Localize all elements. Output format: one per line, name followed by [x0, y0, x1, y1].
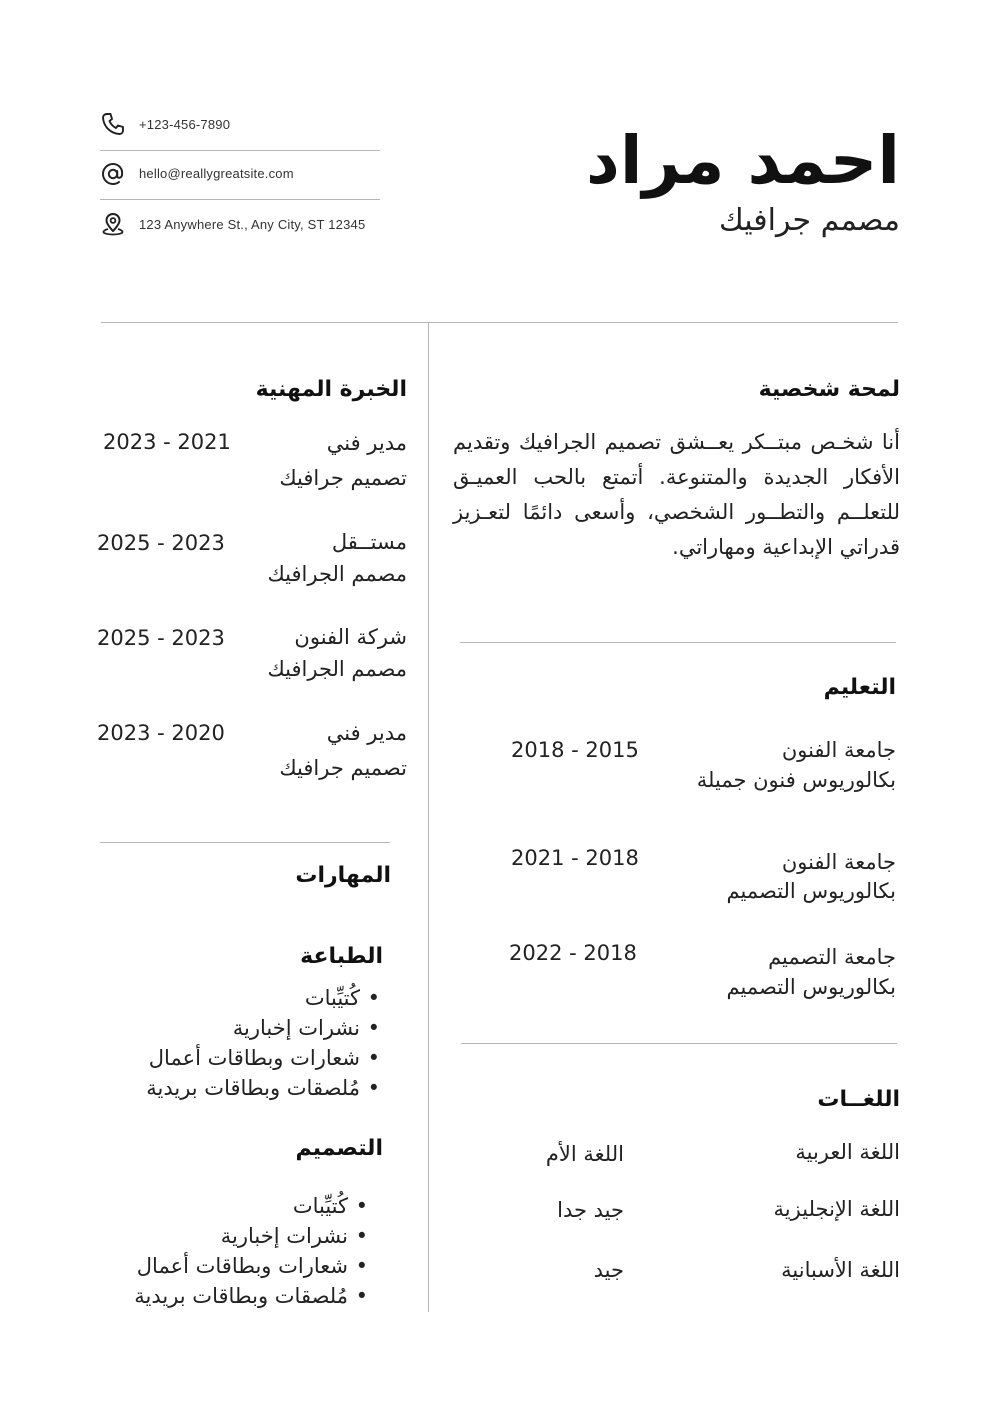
skill-item: • كُتيِّبات [134, 1191, 368, 1221]
experience-years: 2023 - 2020 [97, 721, 225, 745]
address-text: 123 Anywhere St., Any City, ST 12345 [139, 217, 366, 232]
section-divider [461, 1043, 897, 1044]
experience-years: 2025 - 2023 [97, 531, 225, 555]
education-degree: بكالوريوس فنون جميلة [696, 768, 896, 792]
experience-field: مصمم الجرافيك [267, 562, 407, 586]
profile-text: أنا شخـص مبتــكر يعــشق تصميم الجرافيك وتقديم الأفكار الجديدة والمتنوعة. أتمتع بالحب العميـق للتعلــم والتطــور الشخصي، وأسعى دائمًا لتعـزيز قدراتي الإبداعية ومهاراتي. [453, 430, 900, 559]
email-icon [100, 161, 126, 187]
candidate-name: احمد مراد [586, 122, 900, 199]
education-institution: جامعة الفنون [781, 850, 896, 874]
header-divider [101, 322, 898, 323]
education-institution: جامعة الفنون [781, 738, 896, 762]
experience-role: مدير فني [326, 721, 407, 745]
skill-item: • كُتيِّبات [146, 983, 380, 1013]
skills-heading: المهارات [295, 863, 391, 888]
skill-item: • شعارات وبطاقات أعمال [134, 1251, 368, 1281]
languages-heading: اللغــات [817, 1087, 900, 1112]
education-years: 2021 - 2018 [511, 846, 639, 870]
experience-field: تصميم جرافيك [279, 466, 407, 490]
experience-role: مستــقل [331, 530, 407, 554]
education-years: 2022 - 2018 [509, 941, 637, 965]
skills-group-title: الطباعة [300, 944, 383, 969]
location-icon [100, 211, 126, 237]
skill-item: • شعارات وبطاقات أعمال [146, 1043, 380, 1073]
language-level: جيد جدا [557, 1198, 624, 1222]
phone-text[interactable]: +123-456-7890 [139, 117, 231, 132]
profile-heading: لمحة شخصية [758, 377, 900, 402]
language-level: جيد [593, 1258, 624, 1282]
skill-item: • مُلصقات وبطاقات بريدية [146, 1073, 380, 1103]
language-name: اللغة العربية [795, 1140, 900, 1164]
experience-field: مصمم الجرافيك [267, 657, 407, 681]
education-degree: بكالوريوس التصميم [726, 975, 896, 999]
experience-years: 2025 - 2023 [97, 626, 225, 650]
experience-years: 2023 - 2021 [103, 430, 231, 454]
education-degree: بكالوريوس التصميم [726, 879, 896, 903]
skills-list [134, 1191, 368, 1311]
skills-group-title: التصميم [295, 1136, 383, 1161]
email-text[interactable]: hello@reallygreatsite.com [139, 166, 294, 181]
contact-divider [100, 150, 380, 151]
experience-role: مدير فني [326, 431, 407, 455]
language-name: اللغة الإنجليزية [773, 1197, 900, 1221]
experience-heading: الخبرة المهنية [255, 377, 407, 402]
experience-role: شركة الفنون [294, 625, 407, 649]
education-heading: التعليم [823, 675, 896, 700]
skill-item: • نشرات إخبارية [134, 1221, 368, 1251]
education-years: 2018 - 2015 [511, 738, 639, 762]
column-divider [428, 322, 429, 1312]
experience-field: تصميم جرافيك [279, 756, 407, 780]
section-divider [100, 842, 390, 843]
skill-item: • مُلصقات وبطاقات بريدية [134, 1281, 368, 1311]
education-institution: جامعة التصميم [768, 945, 896, 969]
skill-item: • نشرات إخبارية [146, 1013, 380, 1043]
contact-divider [100, 199, 380, 200]
skills-list [146, 983, 380, 1103]
phone-icon [100, 111, 126, 137]
language-name: اللغة الأسبانية [781, 1258, 900, 1282]
section-divider [460, 642, 896, 643]
language-level: اللغة الأم [545, 1142, 624, 1166]
job-title: مصمم جرافيك [718, 203, 900, 238]
